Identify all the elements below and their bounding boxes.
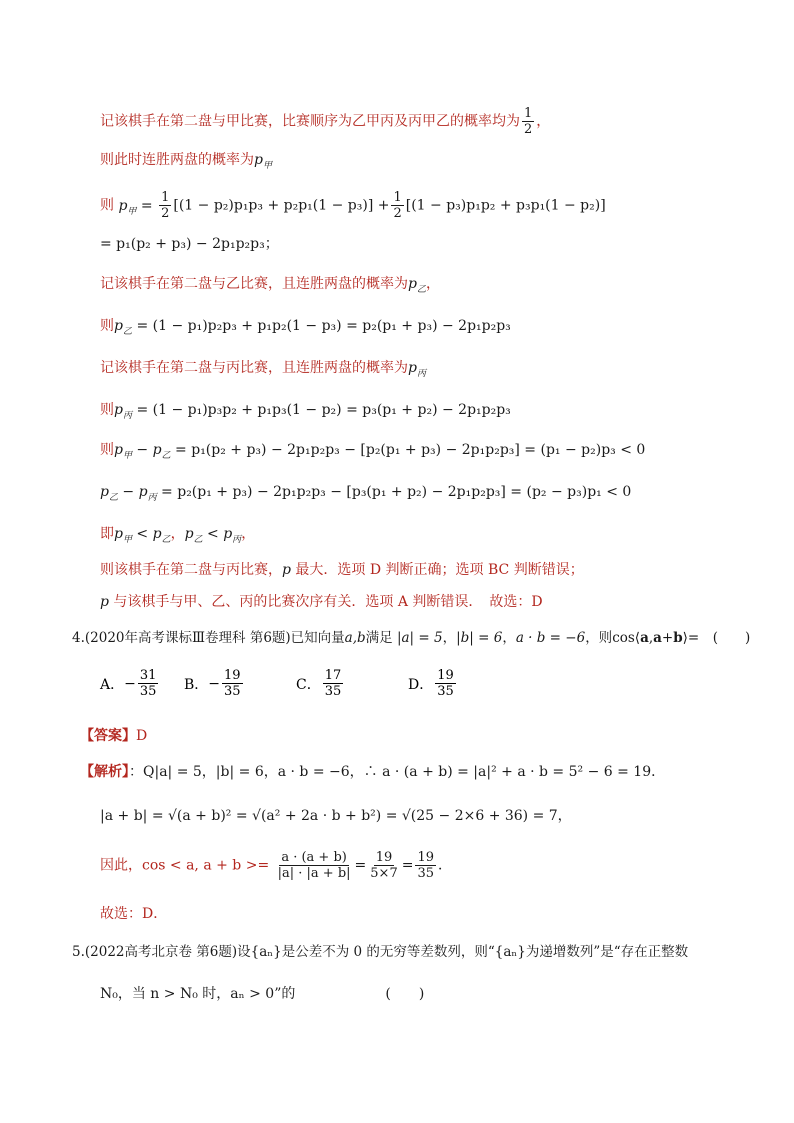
p-yi-symbol-2: $p_乙$ (114, 318, 132, 337)
q4-cond-b: |b| = 6 (456, 630, 503, 646)
q4-vectors: a,b (344, 630, 366, 646)
p-symbol: p (282, 562, 291, 578)
option-letter: D． (408, 676, 434, 693)
frac-num-3: 1 (393, 190, 402, 205)
option-num: 19 (224, 668, 241, 683)
frac-num: 19 (375, 850, 393, 865)
frac-den: 5×7 (370, 866, 398, 881)
line-8 (100, 400, 511, 422)
line-6-formula: = (1 − p₁)p₂p₃ + p₁p₂(1 − p₃) = p₂(p₁ + p₃) − 2p₁p₂p₃ (136, 318, 511, 334)
option-den: 35 (437, 684, 454, 699)
option-fraction (138, 668, 159, 699)
line-3-prefix: 则 (100, 197, 114, 214)
frac-den: 35 (417, 866, 434, 881)
analysis-tag: 【解析】 (80, 764, 129, 780)
line-9-formula: = p₁(p₂ + p₃) − 2p₁p₂p₃ − [p₂(p₁ + p₃) − 2p₁p₂p₃] = (p₁ − p₂)p₃ < 0 (175, 442, 646, 458)
frac-num: 19 (417, 850, 434, 865)
line-7 (100, 358, 426, 380)
frac-den-2: 2 (161, 206, 170, 221)
q4-stem-text-3: ，则 (585, 630, 613, 646)
answer-tag: 【答案】 (80, 728, 136, 744)
line-8-prefix: 则 (100, 402, 114, 418)
q5-stem-2 (100, 984, 424, 1004)
line-12-end: 最大．选项 D 判断正确；选项 BC 判断错误； (295, 562, 584, 578)
q4-analysis-1 (80, 762, 665, 782)
frac-den-3: 2 (393, 206, 402, 221)
option-num: 31 (139, 668, 157, 683)
line-13 (100, 592, 543, 612)
option-num: 17 (324, 668, 342, 683)
p-bing-symbol-2: $p_丙$ (114, 402, 132, 421)
option-num: 19 (437, 668, 454, 683)
option-den: 35 (139, 684, 157, 699)
line-10 (100, 482, 631, 504)
q4-analysis-2: |a + b| = √(a + b)² = √(a² + 2a · b + b²) = √(25 − 2×6 + 36) = 7， (100, 808, 572, 824)
line-11-prefix: 即 (100, 526, 114, 542)
q4-cond-ab: a · b = −6 (515, 630, 586, 646)
option-fraction (222, 668, 243, 699)
option-den: 35 (324, 684, 342, 699)
analysis-3-end: ． (438, 857, 452, 874)
q4-stem-text-2: 满足 (365, 630, 393, 646)
inequality-1: $p_甲 < p_乙$ (114, 526, 171, 545)
inequality-2: $p_乙 < p_丙$ (184, 526, 242, 545)
p-yi-minus-p-bing: $p_乙 - p_丙$ (100, 484, 157, 503)
line-9-prefix: 则 (100, 442, 114, 458)
line-8-formula: = (1 − p₁)p₃p₂ + p₁p₃(1 − p₂) = p₃(p₁ + p₂) − 2p₁p₂p₃ (136, 402, 511, 418)
analysis-3-prefix: 因此，cos < a, a + b >= (100, 857, 270, 874)
q4-analysis-3: 因此，cos < a, a + b >= $\frac{a \cdot (a + b)}{|a| \cdot |a + b|}$ = $\frac{19}{5\times 7}$ = $\frac{19}{35}$ ． (100, 850, 452, 881)
line-2-text: 则此时连胜两盘的概率为 (100, 152, 254, 168)
line-3-end: [(1 − p₃)p₁p₂ + p₃p₁(1 − p₂)] (405, 197, 606, 214)
p-jia-symbol: $p_甲$ (254, 152, 272, 171)
q4-cos-expr: cos⟨a,a+b⟩= (612, 630, 700, 646)
line-11: 即$p_甲 < p_乙$，$p_乙 < p_丙$， (100, 526, 256, 545)
line-5 (100, 274, 440, 296)
p-jia-symbol-2: $p_甲$ = (114, 197, 158, 217)
answer-value: D (136, 728, 148, 744)
q4-conclusion: 故选：D． (100, 906, 168, 922)
line-5-end: ， (425, 276, 440, 292)
frac-den: 2 (524, 122, 533, 137)
half-fraction (522, 106, 534, 137)
frac-num: 1 (524, 106, 533, 121)
analysis-frac-1 (276, 850, 353, 881)
line-6-prefix: 则 (100, 318, 114, 334)
line-5-text: 记该棋手在第二盘与乙比赛，且连胜两盘的概率为 (100, 276, 408, 292)
half-fraction-2 (159, 190, 171, 221)
q4-option-b[interactable] (184, 668, 245, 699)
analysis-frac-2 (368, 850, 399, 881)
line-6 (100, 316, 511, 338)
option-fraction (323, 668, 344, 699)
line-1-text: 记该棋手在第二盘与甲比赛，比赛顺序为乙甲丙及丙甲乙的概率均为 (100, 113, 520, 130)
p-bing-symbol: $p_丙$ (408, 360, 426, 379)
line-1 (100, 106, 550, 137)
q5-answer-paren: ( ) (385, 986, 425, 1002)
line-2 (100, 150, 272, 172)
frac-num-2: 1 (161, 190, 170, 205)
option-den: 35 (224, 684, 241, 699)
option-sign: − (208, 675, 221, 692)
analysis-line-1: ：Q|a| = 5，|b| = 6，a · b = −6，∴ a · (a + b) = |a|² + a · b = 5² − 6 = 19． (129, 764, 666, 780)
frac-den: |a| · |a + b| (277, 866, 351, 881)
q4-option-c[interactable] (296, 668, 345, 699)
q4-option-d[interactable] (408, 668, 458, 699)
q5-stem: 5.(2022高考北京卷 第6题)设{aₙ}是公差不为 0 的无穷等差数列，则“{aₙ}为递增数列”是“存在正整数 (72, 944, 689, 960)
option-letter: B． (184, 676, 209, 693)
q4-answer-paren: ( ) (712, 630, 751, 646)
q4-stem: 4.(2020年高考课标Ⅲ卷理科 第6题)已知向量a,b满足 |a| = 5，|b| = 6，a · b = −6，则cos⟨a,a+b⟩= ( ) (72, 630, 751, 646)
analysis-frac-3 (415, 850, 436, 881)
line-12-text: 则该棋手在第二盘与丙比赛， (100, 562, 282, 578)
p-jia-minus-p-yi: $p_甲 - p_乙$ (114, 442, 171, 461)
option-sign: − (124, 675, 136, 692)
q4-option-a[interactable] (100, 668, 160, 699)
line-3 (100, 190, 606, 221)
option-fraction (435, 668, 456, 699)
line-7-text: 记该棋手在第二盘与丙比赛，且连胜两盘的概率为 (100, 360, 408, 376)
q5-stem-2-text: N₀，当 n > N₀ 时，aₙ > 0”的 (100, 986, 296, 1002)
option-letter: A． (100, 676, 125, 693)
half-fraction-3 (391, 190, 403, 221)
line-12 (100, 560, 584, 580)
q4-stem-text: 4.(2020年高考课标Ⅲ卷理科 第6题)已知向量 (72, 630, 345, 646)
line-4: = p₁(p₂ + p₃) − 2p₁p₂p₃； (100, 236, 279, 252)
p-yi-symbol: $p_乙$ (408, 276, 426, 295)
line-10-formula: = p₂(p₁ + p₃) − 2p₁p₂p₃ − [p₃(p₁ + p₂) − 2p₁p₂p₃] = (p₂ − p₃)p₁ < 0 (161, 484, 632, 500)
line-13-text: 与该棋手与甲、乙、丙的比赛次序有关．选项 A 判断错误． 故选：D (113, 594, 543, 610)
q4-cond-a: |a| = 5 (396, 630, 443, 646)
line-3-mid: [(1 − p₂)p₁p₃ + p₂p₁(1 − p₃)] + (173, 197, 390, 214)
q4-answer (80, 726, 147, 746)
option-letter: C． (296, 676, 321, 693)
line-1-end: ， (536, 113, 551, 130)
line-9 (100, 440, 645, 462)
p-symbol-2: p (100, 594, 114, 610)
frac-num: a · (a + b) (281, 850, 347, 865)
